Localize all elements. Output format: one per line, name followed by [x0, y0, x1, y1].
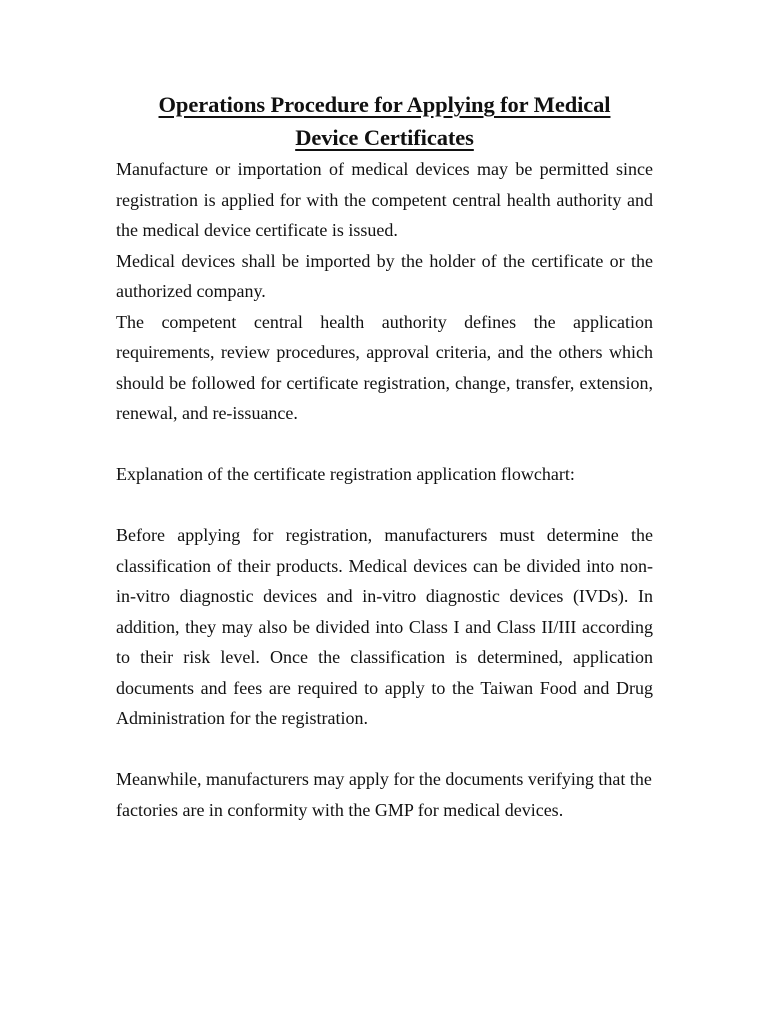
paragraph-spacer — [116, 429, 653, 460]
paragraph-manufacture-importation: Manufacture or importation of medical devices may be permitted since registration is applied for with the competent central health authority and the medical device certificate is issued. — [116, 159, 653, 240]
paragraph-application-requirements: The competent central health authority defines the application requirements, review procedures, approval criteria, and the others which should be followed for certificate registration, change, transfer, extension, renewal, and re-issuance. — [116, 311, 653, 423]
paragraph-classification: Before applying for registration, manufacturers must determine the classification of their products. Medical devices can be divided into non-in-vitro diagnostic devices and in-vitro diagnostic devices (IVDs). In addition, they may also be divided into Class I and Class II/III according to their risk level. Once the classification is determined, application documents and fees are required to apply to the Taiwan Food and Drug Administration for the registration. — [116, 525, 653, 728]
document-title — [116, 88, 653, 154]
document-page — [116, 88, 653, 825]
paragraph-spacer — [116, 734, 653, 765]
paragraph-import-holder: Medical devices shall be imported by the holder of the certificate or the authorized company. — [116, 250, 653, 301]
paragraph-spacer — [116, 490, 653, 521]
paragraph-flowchart-explanation: Explanation of the certificate registration application flowchart: — [116, 464, 575, 484]
document-title-line-2: Device Certificates — [295, 125, 474, 150]
paragraph-gmp-documents: Meanwhile, manufacturers may apply for the documents verifying that the factories are in conformity with the GMP for medical devices. — [116, 769, 652, 820]
document-title-line-1: Operations Procedure for Applying for Medical — [158, 92, 611, 117]
